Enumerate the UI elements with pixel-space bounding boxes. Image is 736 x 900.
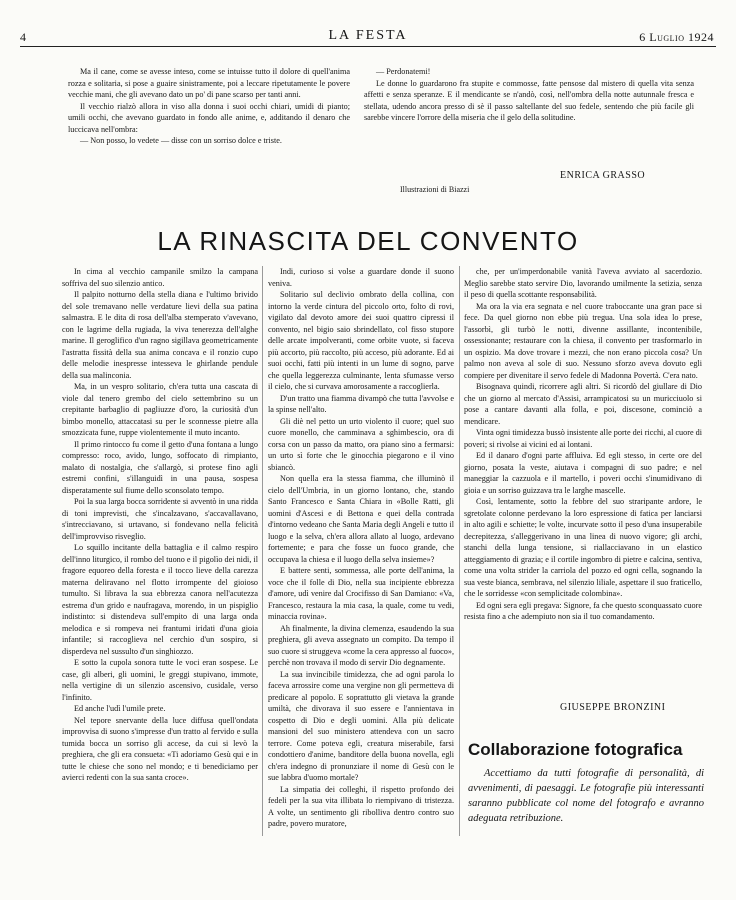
article-column-1: [62, 266, 258, 836]
article-title: LA RINASCITA DEL CONVENTO: [157, 226, 579, 256]
article-column-3: [464, 266, 702, 698]
column-divider: [262, 266, 263, 836]
paragraph: che, per un'imperdonabile vanità l'aveva avviato al sacerdozio. Meglio sarebbe stato servire Dio, lavorando umilmente la setizia, senza il peso di quella scottante responsabilità.: [464, 267, 702, 299]
paragraph: Solitario sul declivio ombrato della collina, con intorno la verde cintura del piccolo orto, folto di rovi, vigilato dal devoto amore dei suoi quattro cipressi il convento, nel bigio saio sbrindellato, col fisso stupore delle arcate impolveranti, come orbite vuote, si faceva più accorto, più raccolto, più acceso, più adorante. Ed ai suoi occhi, fatti più intenti in un lume di sogno, parve che quella leggerezza culminante, lenta sfumasse verso il cielo, che si curvava amorosamente a raccoglierla.: [268, 290, 454, 391]
paragraph: Il palpito notturno della stella diana e l'ultimo brivido del sole tremavano nelle verdature lievi della sua patina salmastra. E le dita di rosa dell'alba stemperato v'avevano, con le lagrime della rugiada, la viva tenerezza dell'alghe marine. Il geroglifico d'un ragno sigillava geometricamente l'astratta fissità della sua anima concava e il ronzio cupo delle melodie inespresse intesseva le ghirlande pendule della sua malinconia.: [62, 290, 258, 380]
paragraph: Così, lentamente, sotto la febbre del suo straripante ardore, le sgretolate colonne perdevano la loro espressione di fatica per lanciarsi in alto agili e schiette; le volte, incurvate sotto il peso d'una insuperabile decrepitezza, s'alleggerivano in una linea di nuovo vigore; gli archi, stanchi della lunga tensione, si riallacciavano in un elastico atteggiamento di grazia; e il cortile ingombro di pietre e calcina, sentiva, come una volta strider la carriola del pozzo ed ogni cella, sognando la sua veste bianca, sembrava, nel silenzio liliale, aspettare il suo fraticello, che le sorridesse «con semplicitade colombina».: [464, 497, 702, 598]
paragraph: Ah finalmente, la divina clemenza, esaudendo la sua preghiera, gli aveva assegnato un compito. Da tempo il suo cuore si struggeva «come la cera appresso al fuoco», perchè non trovava il modo di servir Dio degnamente.: [268, 623, 454, 667]
collab-box: [468, 766, 704, 826]
issue-date: 6 Luglio 1924: [639, 30, 714, 44]
paragraph: E battere senti, sommessa, alle porte dell'anima, la voce che il folle di Dio, nella sua incipiente ebbrezza d'amore, udì venire dal Crocifisso di San Damiano: «Va, Francesco, restaura la mia casa, la quale, come tu vedi, minaccia rovina».: [268, 566, 454, 621]
paragraph: Gli diè nel petto un urto violento il cuore; quel suo cuore monello, che camminava a sghimbescio, ora di corsa con un passo da matto, ora piano sino a fermarsi: un urto sì forte che le ginocchia piegarono e il vino sbiancò.: [268, 416, 454, 472]
illustration-credit: Illustrazioni di Biazzi: [400, 185, 470, 194]
column-divider: [459, 266, 460, 836]
article-author: GIUSEPPE BRONZINI: [560, 702, 666, 713]
paragraph: D'un tratto una fiamma divampò che tutta l'avvolse e la spinse nell'alto.: [268, 393, 454, 414]
paragraph: La sua invincibile timidezza, che ad ogni parola lo faceva arrossire come una vergine non gli permetteva di predicare al popolo. E soprattutto gli vietava la grande umiltà, che divorava il suo essere e l'annientava in cospetto di Dio e degli uomini. Alla più delicate mansioni del suo ministero attendeva con un sacro terrore. Come poteva egli, creatura miserabile, farsi condottiero d'anime, banditore della buona novella, egli ch'era indegno di pronunziare il nome di Gesù con le sue labbra d'uomo mortale?: [268, 669, 454, 782]
story1-column-2: [364, 66, 694, 166]
paragraph: Il primo rintocco fu come il getto d'una fontana a lungo compresso: roco, avido, lungo, soffocato di rimpianto, malato di nostalgia, che s'allargò, si protese fino agli estremi confini, s'illanguidì in una pausa, sospesa disperatamente sul fiume dello sconsolato tempo.: [62, 439, 258, 495]
paragraph: Bisognava quindi, ricorrere agli altri. Si ricordò del giullare di Dio che un giorno al mercato d'Assisi, arrampicatosi su un muricciuolo si pose a cantare davanti alla folla, e poi, discesone, cominciò a mendicare.: [464, 382, 702, 426]
story1-column-1: [68, 66, 350, 206]
paragraph: Vinta ogni timidezza bussò insistente alle porte dei ricchi, al cuore di poveri; si rivolse ai vicini ed ai lontani.: [464, 428, 702, 449]
paragraph: Ma, in un vespro solitario, ch'era tutta una cascata di viole dal tenero grembo del cielo settembrino su un crepitante barbaglio di pagliuzze d'oro, la curiosità d'un bimbo monello, attaccatasi su per le sconnesse pietre alla smozzicata fune, ruppe violentemente il muto incanto.: [62, 382, 258, 437]
paragraph: In cima al vecchio campanile smilzo la campana soffriva del suo silenzio antico.: [62, 267, 258, 288]
collab-title: Collaborazione fotografica: [468, 740, 683, 759]
paragraph: Lo squillo incitante della battaglia e il calmo respiro dell'inno liturgico, il rombo del tuono e il pigolìo dei nidi, il fragore equoreo della foresta e il tocco lieve della carezza materna deliravano nel flotto irrompente del gioioso tumulto. Si librava la sua ebbrezza canora nell'acutezza estrema d'un grido e naufragava, morendo, in un pispiglio indistinto: si distendeva sull'empito di una larga onda melodica e si rompeva nei frantumi iridati d'una gioia infantile; si raccoglieva nel cerchio d'un sospiro, si disperdeva nel sussulto d'un singhiozzo.: [62, 543, 258, 656]
paragraph: Ed anche l'udì l'umile prete.: [74, 704, 166, 713]
paragraph: Poi la sua larga bocca sorridente si avventò in una ridda di toni imprevisti, che s'incalzavano, s'accavallavano, s'intrecciavano, si urtavano, si fondevano nella felicità dell'improvviso risveglio.: [62, 497, 258, 541]
paragraph: Nel tepore snervante della luce diffusa quell'ondata improvvisa di suono s'impresse d'un tratto al fervido e sulla tumida bocca un sorriso gli accese, da cui si levò la preghiera, che gli era consueta: «Ti adoriamo Gesù qui e in tutte le chiese che sono nel mondo; e ti benediciamo per avierci redenti con la sua santa croce».: [62, 715, 258, 782]
paragraph: Ma il cane, come se avesse inteso, come se intuisse tutto il dolore di quell'anima rozza e solitaria, si pose a guaire sinistramente, poi a leccare ripetutamente le povere vecchie mani, che gli avevano dato un po' di pane scarso per tanti anni.: [68, 67, 350, 99]
paragraph: Indi, curioso si volse a guardare donde il suono veniva.: [268, 267, 454, 288]
paragraph: Non quella era la stessa fiamma, che illuminò il cielo dell'Umbria, in un giorno lontano, che, stando Santo Francesco e Santa Chiara in «Bolle Ratti, gli uomini d'Ascesi e di Bettona e quei della contrada d'intorno vedeano che Santa Maria degli Angeli e tutto il luogo e la selva, ch'era allora allato al luogo, ardevano fortemente; e para che fosse un fuoco grande, che occupava la chiesa e il luogo della selva insieme»?: [268, 474, 454, 564]
story1-author: ENRICA GRASSO: [560, 170, 646, 181]
paragraph: Ed il danaro d'ogni parte affluiva. Ed egli stesso, in certe ore del giorno, posata la veste, aiutava i compagni di suo padre; e nel maneggiar la cazzuola e il martello, i poveri occhi s'inumidivano di gioia e un sorriso guizzava tra le larghe mascelle.: [464, 451, 702, 495]
paragraph: E sotto la cupola sonora tutte le voci eran sospese. Le case, gli alberi, gli uomini, le greggi stupivano, immote, nella vertigine di un silenzio ascensivo, cusidale, verso l'infinito.: [62, 658, 258, 702]
collab-body: Accettiamo da tutti fotografie di personalità, di avvenimenti, di paesaggi. Le fotografie più interessanti saranno pubblicate col nome del fotografo e avranno adeguata retribuzione.: [468, 768, 704, 824]
header-rule: [20, 46, 716, 47]
article-column-2: [268, 266, 454, 836]
paragraph: La simpatia dei colleghi, il rispetto profondo dei fedeli per la sua vita illibata lo riempivano di tristezza. A volte, un sentimento gli ribolliva dentro contro suo padre, povero muratore,: [268, 784, 454, 828]
paragraph: Ma ora la via era segnata e nel cuore traboccante una gran pace si fece. Da quel giorno non ebbe più tregua. Una sola idea lo prese, l'assorbì, gli turbò le notti, divenne assillante, incontenibile, ossessionante; restaurare con la chiesa, il convento per trasformarlo in un ospizio. Ma dove trovare i mezzi, che non erano piccola cosa? Un palmo non aveva al sole di suo. Nessuno sforzo aveva dovuto egli compiere per divenitare il servo fedele di Madonna Povertà. C'era nato.: [464, 301, 702, 380]
magazine-title: LA FESTA: [328, 28, 408, 43]
page-number: 4: [20, 30, 27, 44]
paragraph: Ed ogni sera egli pregava: Signore, fa che questo sconquassato cuore resista fino a che adempiuto non sia il tuo comandamento.: [464, 600, 702, 621]
paragraph: Il vecchio rialzò allora in viso alla donna i suoi occhi chiari, umidi di pianto; umili occhi, che avevano guardato in fondo alle anime, e, additando il denaro che luccicava nell'ombra:: [68, 101, 350, 134]
paragraph: — Perdonatemi!: [376, 67, 431, 76]
paragraph: Le donne lo guardarono fra stupite e commosse, fatte pensose dal mistero di quella vita senza affetti e senza speranze. E il mendicante se n'andò, così, nell'ombra della notte autunnale fresca e stellata, udendo ancora presso di sè il passo saltellante del suo fedele, sentendo che più facile gli sarebbe vincere l'orrore della miseria che il gelo della solitudine.: [364, 78, 694, 122]
paragraph: — Non posso, lo vedete — disse con un sorriso dolce e triste.: [80, 136, 282, 145]
